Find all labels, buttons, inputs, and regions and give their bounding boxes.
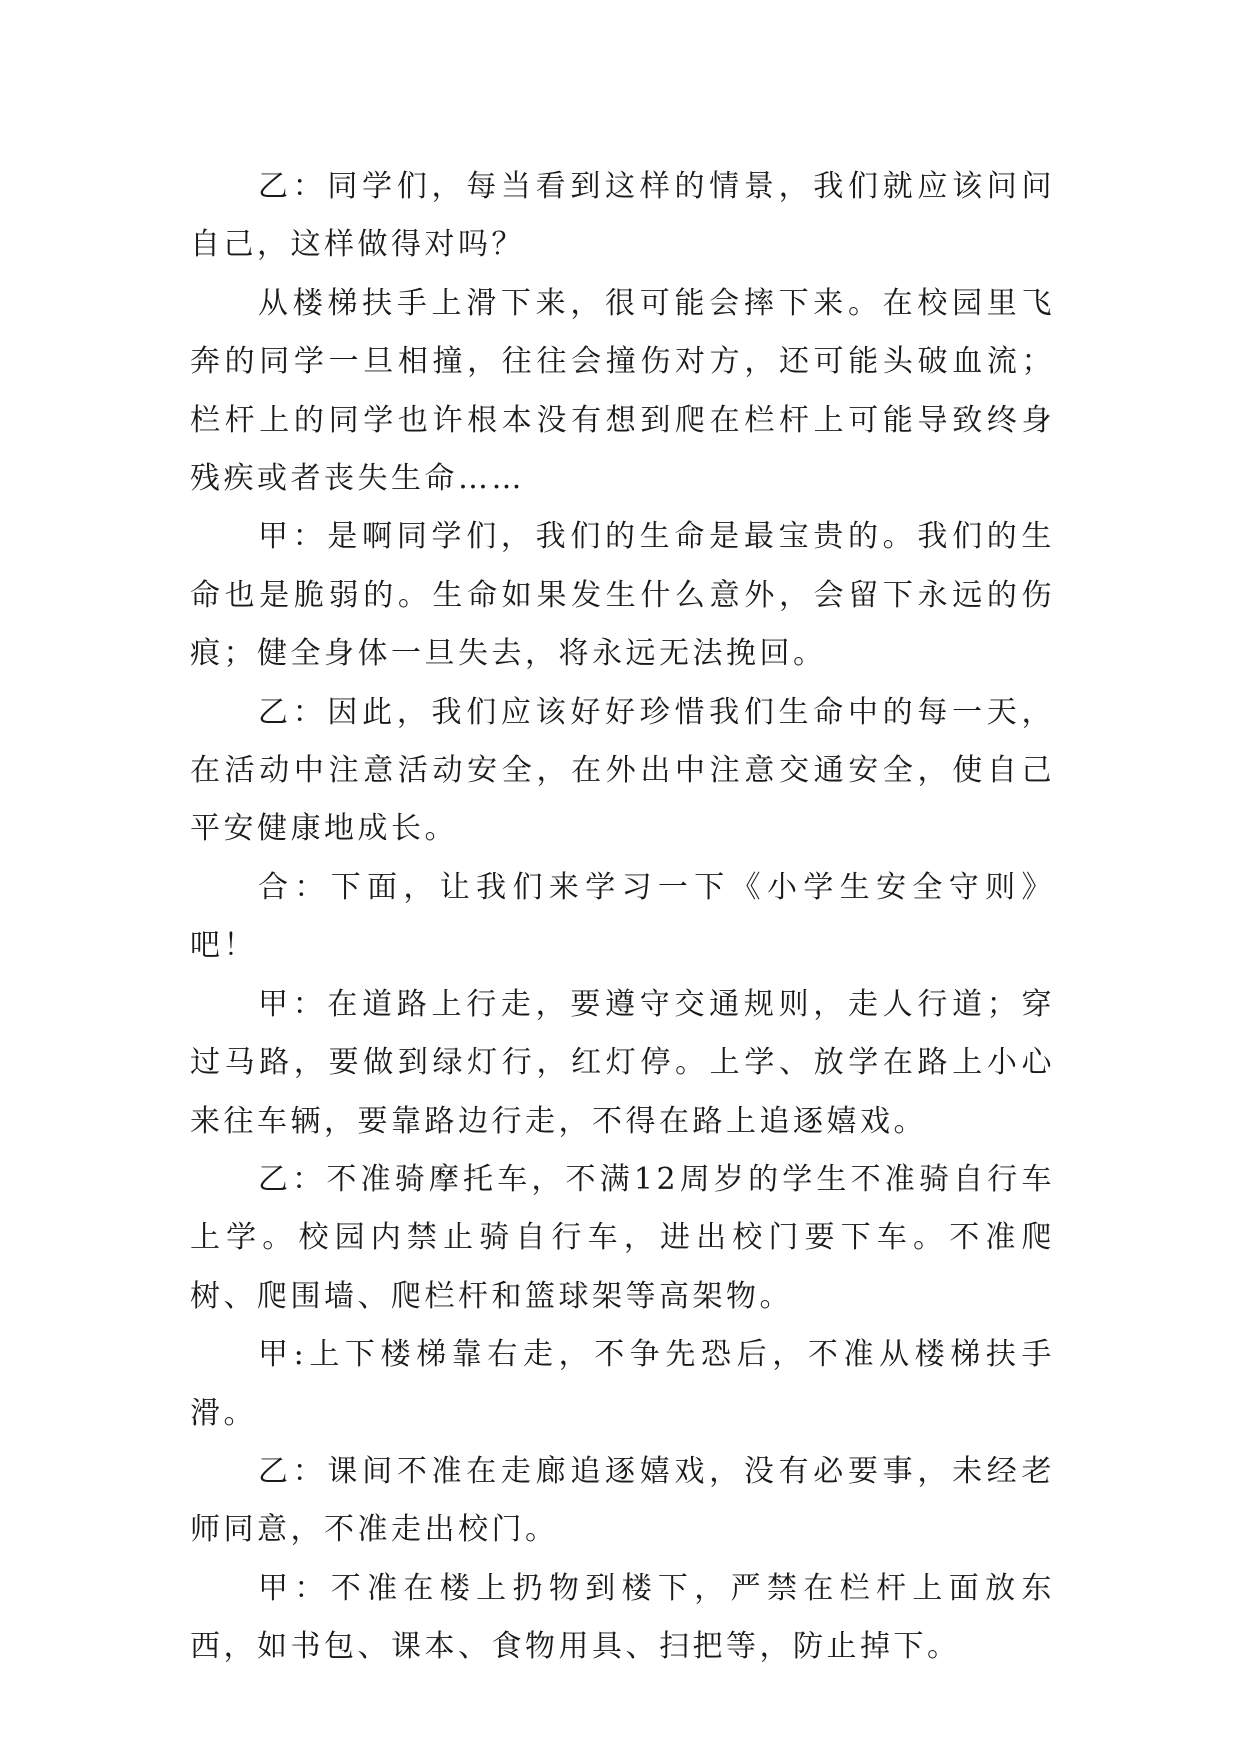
paragraph: 甲:上下楼梯靠右走，不争先恐后，不准从楼梯扶手滑。	[190, 1337, 1055, 1431]
paragraph: 从楼梯扶手上滑下来，很可能会摔下来。在校园里飞奔的同学一旦相撞，往往会撞伤对方，还可能头破血流；栏杆上的同学也许根本没有想到爬在栏杆上可能导致终身残疾或者丧失生命……	[190, 285, 1055, 497]
paragraph: 乙：同学们，每当看到这样的情景，我们就应该问问自己，这样做得对吗？	[190, 169, 1055, 263]
paragraph: 乙：课间不准在走廊追逐嬉戏，没有必要事，未经老师同意，不准走出校门。	[190, 1453, 1055, 1548]
paragraph: 合：下面，让我们来学习一下《小学生安全守则》吧！	[190, 869, 1055, 964]
paragraph: 甲：是啊同学们，我们的生命是最宝贵的。我们的生命也是脆弱的。生命如果发生什么意外，会留下永远的伤痕；健全身体一旦失去，将永远无法挽回。	[190, 519, 1055, 672]
paragraph: 乙：因此，我们应该好好珍惜我们生命中的每一天，在活动中注意活动安全，在外出中注意交通安全，使自己平安健康地成长。	[190, 694, 1055, 847]
document-body	[190, 158, 1055, 1677]
paragraph: 乙：不准骑摩托车，不满12周岁的学生不准骑自行车上学。校园内禁止骑自行车，进出校门要下车。不准爬树、爬围墙、爬栏杆和篮球架等高架物。	[190, 1161, 1055, 1314]
paragraph: 甲：不准在楼上扔物到楼下，严禁在栏杆上面放东西，如书包、课本、食物用具、扫把等，防止掉下。	[190, 1570, 1055, 1665]
paragraph: 甲：在道路上行走，要遵守交通规则，走人行道；穿过马路，要做到绿灯行，红灯停。上学、放学在路上小心来往车辆，要靠路边行走，不得在路上追逐嬉戏。	[190, 986, 1055, 1139]
